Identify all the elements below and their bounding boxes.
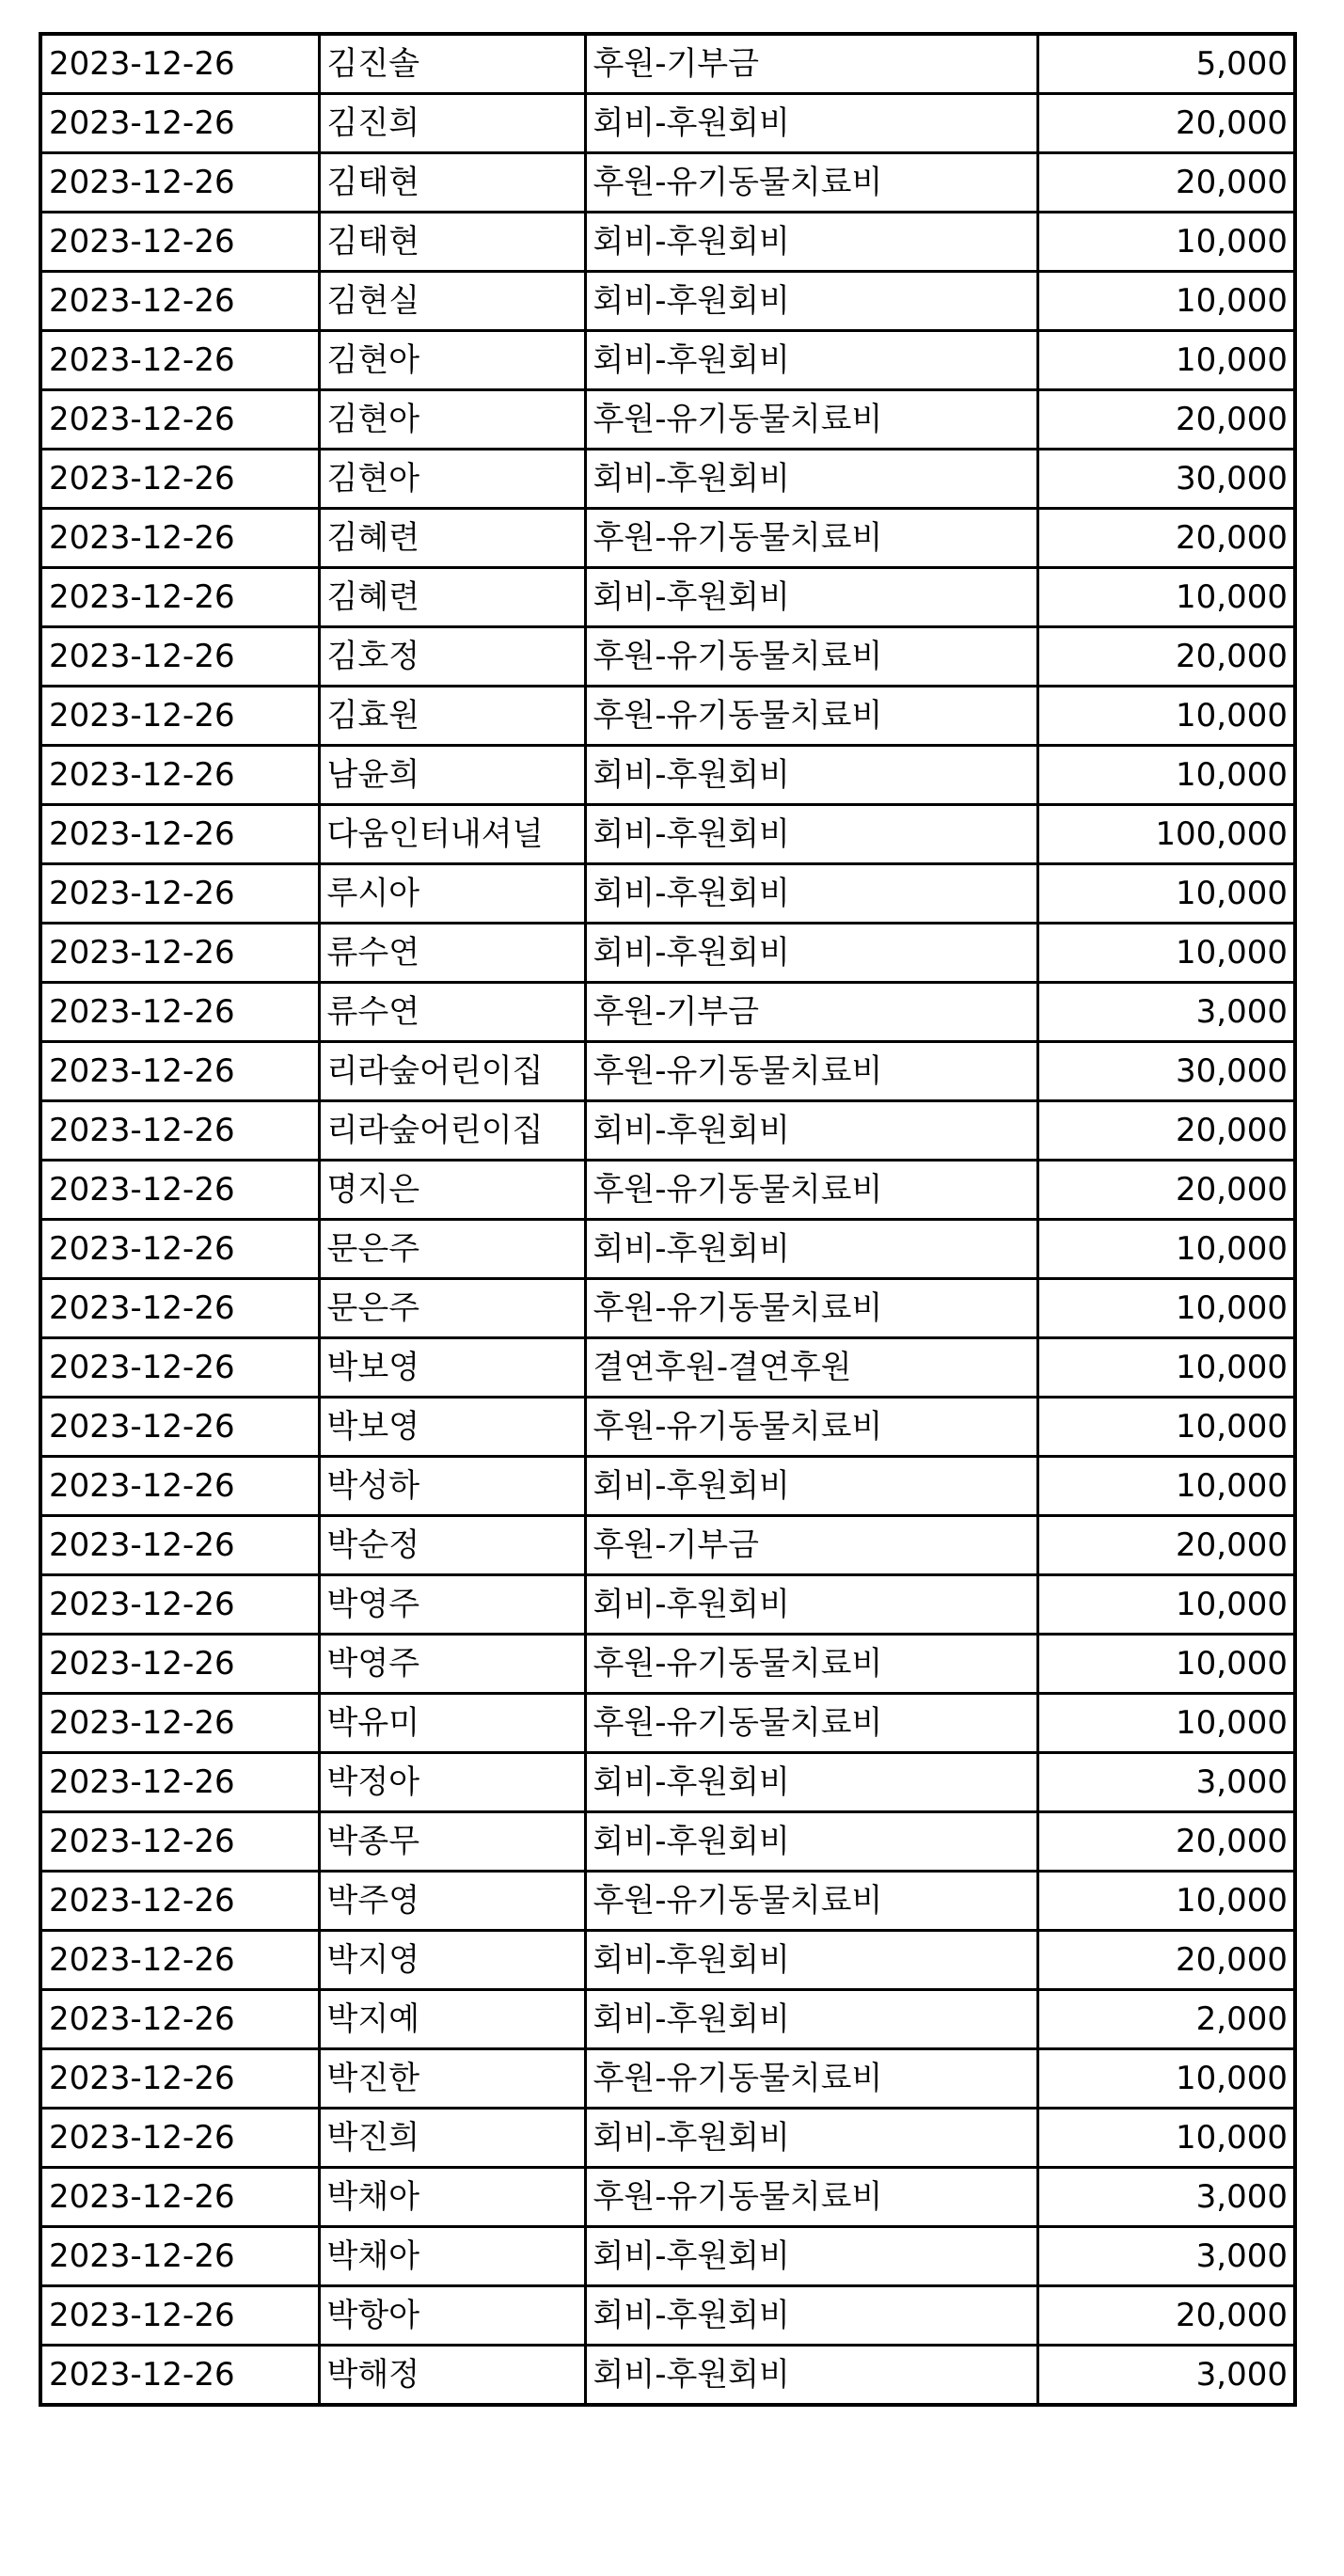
table-row: [40, 2286, 1295, 2346]
table-row: [40, 272, 1295, 331]
date-cell: 2023-12-26: [40, 924, 319, 983]
amount-cell: 20,000: [1037, 1931, 1295, 1990]
date-cell: 2023-12-26: [40, 1516, 319, 1575]
amount-cell: 10,000: [1037, 1398, 1295, 1457]
donor-name-cell: 김태현: [319, 153, 585, 213]
amount-cell: 3,000: [1037, 983, 1295, 1042]
table-row: [40, 983, 1295, 1042]
date-cell: 2023-12-26: [40, 509, 319, 568]
donor-name-cell: 박주영: [319, 1872, 585, 1931]
table-row: [40, 2109, 1295, 2168]
amount-cell: 3,000: [1037, 2346, 1295, 2406]
donor-name-cell: 박지영: [319, 1931, 585, 1990]
donor-name-cell: 김현아: [319, 390, 585, 450]
table-row: [40, 1812, 1295, 1872]
category-cell: 후원-유기동물치료비: [585, 1398, 1037, 1457]
amount-cell: 100,000: [1037, 805, 1295, 864]
amount-cell: 10,000: [1037, 1872, 1295, 1931]
donor-name-cell: 박채아: [319, 2168, 585, 2227]
category-cell: 후원-유기동물치료비: [585, 1279, 1037, 1338]
table-row: [40, 331, 1295, 390]
amount-cell: 20,000: [1037, 509, 1295, 568]
amount-cell: 10,000: [1037, 1575, 1295, 1635]
category-cell: 회비-후원회비: [585, 2286, 1037, 2346]
table-row: [40, 746, 1295, 805]
date-cell: 2023-12-26: [40, 1812, 319, 1872]
date-cell: 2023-12-26: [40, 1694, 319, 1753]
amount-cell: 10,000: [1037, 746, 1295, 805]
amount-cell: 10,000: [1037, 924, 1295, 983]
table-row: [40, 1101, 1295, 1161]
table-row: [40, 2049, 1295, 2109]
donor-name-cell: 박유미: [319, 1694, 585, 1753]
amount-cell: 10,000: [1037, 1635, 1295, 1694]
table-row: [40, 1279, 1295, 1338]
date-cell: 2023-12-26: [40, 1931, 319, 1990]
table-row: [40, 1990, 1295, 2049]
donor-name-cell: 박영주: [319, 1575, 585, 1635]
amount-cell: 10,000: [1037, 864, 1295, 924]
category-cell: 회비-후원회비: [585, 805, 1037, 864]
amount-cell: 3,000: [1037, 2168, 1295, 2227]
date-cell: 2023-12-26: [40, 1101, 319, 1161]
category-cell: 회비-후원회비: [585, 924, 1037, 983]
donor-name-cell: 김태현: [319, 213, 585, 272]
category-cell: 회비-후원회비: [585, 864, 1037, 924]
amount-cell: 20,000: [1037, 1101, 1295, 1161]
donor-name-cell: 리라숲어린이집: [319, 1101, 585, 1161]
date-cell: 2023-12-26: [40, 2346, 319, 2406]
amount-cell: 20,000: [1037, 1516, 1295, 1575]
donor-name-cell: 박순정: [319, 1516, 585, 1575]
table-row: [40, 2227, 1295, 2286]
category-cell: 회비-후원회비: [585, 1812, 1037, 1872]
category-cell: 회비-후원회비: [585, 2227, 1037, 2286]
table-row: [40, 1220, 1295, 1279]
amount-cell: 20,000: [1037, 390, 1295, 450]
category-cell: 회비-후원회비: [585, 568, 1037, 627]
table-row: [40, 1516, 1295, 1575]
date-cell: 2023-12-26: [40, 2168, 319, 2227]
date-cell: 2023-12-26: [40, 1042, 319, 1101]
date-cell: 2023-12-26: [40, 1635, 319, 1694]
amount-cell: 20,000: [1037, 153, 1295, 213]
table-row: [40, 864, 1295, 924]
date-cell: 2023-12-26: [40, 1872, 319, 1931]
category-cell: 후원-기부금: [585, 1516, 1037, 1575]
date-cell: 2023-12-26: [40, 627, 319, 687]
amount-cell: 5,000: [1037, 34, 1295, 94]
donor-name-cell: 문은주: [319, 1220, 585, 1279]
category-cell: 회비-후원회비: [585, 331, 1037, 390]
donor-name-cell: 김현아: [319, 450, 585, 509]
ledger-body: [40, 34, 1295, 2405]
date-cell: 2023-12-26: [40, 34, 319, 94]
date-cell: 2023-12-26: [40, 864, 319, 924]
table-row: [40, 1753, 1295, 1812]
donor-name-cell: 박항아: [319, 2286, 585, 2346]
amount-cell: 20,000: [1037, 627, 1295, 687]
amount-cell: 10,000: [1037, 1457, 1295, 1516]
donor-name-cell: 박보영: [319, 1338, 585, 1398]
amount-cell: 10,000: [1037, 1220, 1295, 1279]
table-row: [40, 1635, 1295, 1694]
category-cell: 회비-후원회비: [585, 94, 1037, 153]
category-cell: 후원-유기동물치료비: [585, 2168, 1037, 2227]
donor-name-cell: 박해정: [319, 2346, 585, 2406]
donor-name-cell: 박정아: [319, 1753, 585, 1812]
amount-cell: 20,000: [1037, 1161, 1295, 1220]
table-row: [40, 1931, 1295, 1990]
date-cell: 2023-12-26: [40, 153, 319, 213]
amount-cell: 10,000: [1037, 1338, 1295, 1398]
date-cell: 2023-12-26: [40, 568, 319, 627]
date-cell: 2023-12-26: [40, 272, 319, 331]
date-cell: 2023-12-26: [40, 1457, 319, 1516]
amount-cell: 10,000: [1037, 687, 1295, 746]
date-cell: 2023-12-26: [40, 983, 319, 1042]
table-row: [40, 568, 1295, 627]
category-cell: 후원-유기동물치료비: [585, 1694, 1037, 1753]
category-cell: 후원-유기동물치료비: [585, 390, 1037, 450]
category-cell: 회비-후원회비: [585, 746, 1037, 805]
category-cell: 결연후원-결연후원: [585, 1338, 1037, 1398]
table-row: [40, 153, 1295, 213]
date-cell: 2023-12-26: [40, 1398, 319, 1457]
category-cell: 회비-후원회비: [585, 1753, 1037, 1812]
table-row: [40, 2346, 1295, 2406]
date-cell: 2023-12-26: [40, 2109, 319, 2168]
amount-cell: 10,000: [1037, 213, 1295, 272]
donor-name-cell: 리라숲어린이집: [319, 1042, 585, 1101]
donor-name-cell: 박지예: [319, 1990, 585, 2049]
table-row: [40, 1694, 1295, 1753]
date-cell: 2023-12-26: [40, 1338, 319, 1398]
category-cell: 회비-후원회비: [585, 2346, 1037, 2406]
donor-name-cell: 김호정: [319, 627, 585, 687]
amount-cell: 10,000: [1037, 272, 1295, 331]
date-cell: 2023-12-26: [40, 1220, 319, 1279]
amount-cell: 10,000: [1037, 331, 1295, 390]
donor-name-cell: 박진한: [319, 2049, 585, 2109]
date-cell: 2023-12-26: [40, 2049, 319, 2109]
date-cell: 2023-12-26: [40, 2286, 319, 2346]
table-row: [40, 1161, 1295, 1220]
amount-cell: 20,000: [1037, 2286, 1295, 2346]
date-cell: 2023-12-26: [40, 94, 319, 153]
donor-name-cell: 박채아: [319, 2227, 585, 2286]
date-cell: 2023-12-26: [40, 1161, 319, 1220]
table-row: [40, 94, 1295, 153]
category-cell: 후원-기부금: [585, 983, 1037, 1042]
date-cell: 2023-12-26: [40, 805, 319, 864]
table-row: [40, 390, 1295, 450]
category-cell: 회비-후원회비: [585, 450, 1037, 509]
table-row: [40, 1338, 1295, 1398]
donation-ledger-table: [39, 32, 1297, 2407]
date-cell: 2023-12-26: [40, 746, 319, 805]
amount-cell: 10,000: [1037, 2049, 1295, 2109]
date-cell: 2023-12-26: [40, 450, 319, 509]
table-row: [40, 805, 1295, 864]
amount-cell: 30,000: [1037, 1042, 1295, 1101]
category-cell: 회비-후원회비: [585, 1990, 1037, 2049]
table-row: [40, 1872, 1295, 1931]
amount-cell: 30,000: [1037, 450, 1295, 509]
table-row: [40, 34, 1295, 94]
table-row: [40, 1398, 1295, 1457]
amount-cell: 10,000: [1037, 568, 1295, 627]
category-cell: 후원-유기동물치료비: [585, 1872, 1037, 1931]
date-cell: 2023-12-26: [40, 1753, 319, 1812]
amount-cell: 10,000: [1037, 1694, 1295, 1753]
date-cell: 2023-12-26: [40, 687, 319, 746]
date-cell: 2023-12-26: [40, 1279, 319, 1338]
table-row: [40, 1457, 1295, 1516]
category-cell: 회비-후원회비: [585, 1220, 1037, 1279]
table-row: [40, 924, 1295, 983]
donor-name-cell: 박성하: [319, 1457, 585, 1516]
table-row: [40, 450, 1295, 509]
date-cell: 2023-12-26: [40, 1575, 319, 1635]
category-cell: 후원-유기동물치료비: [585, 2049, 1037, 2109]
category-cell: 후원-유기동물치료비: [585, 1635, 1037, 1694]
donor-name-cell: 김진솔: [319, 34, 585, 94]
table-row: [40, 1575, 1295, 1635]
table-row: [40, 1042, 1295, 1101]
date-cell: 2023-12-26: [40, 213, 319, 272]
donor-name-cell: 박종무: [319, 1812, 585, 1872]
donor-name-cell: 명지은: [319, 1161, 585, 1220]
category-cell: 후원-유기동물치료비: [585, 1161, 1037, 1220]
category-cell: 후원-유기동물치료비: [585, 1042, 1037, 1101]
table-row: [40, 213, 1295, 272]
date-cell: 2023-12-26: [40, 2227, 319, 2286]
amount-cell: 10,000: [1037, 2109, 1295, 2168]
category-cell: 회비-후원회비: [585, 213, 1037, 272]
amount-cell: 20,000: [1037, 1812, 1295, 1872]
category-cell: 회비-후원회비: [585, 1931, 1037, 1990]
donor-name-cell: 박보영: [319, 1398, 585, 1457]
category-cell: 후원-기부금: [585, 34, 1037, 94]
date-cell: 2023-12-26: [40, 1990, 319, 2049]
category-cell: 회비-후원회비: [585, 1457, 1037, 1516]
donor-name-cell: 김혜련: [319, 568, 585, 627]
category-cell: 후원-유기동물치료비: [585, 153, 1037, 213]
donor-name-cell: 류수연: [319, 924, 585, 983]
amount-cell: 3,000: [1037, 2227, 1295, 2286]
category-cell: 회비-후원회비: [585, 272, 1037, 331]
donor-name-cell: 김혜련: [319, 509, 585, 568]
date-cell: 2023-12-26: [40, 331, 319, 390]
amount-cell: 20,000: [1037, 94, 1295, 153]
table-row: [40, 687, 1295, 746]
donor-name-cell: 박영주: [319, 1635, 585, 1694]
donor-name-cell: 김효원: [319, 687, 585, 746]
amount-cell: 2,000: [1037, 1990, 1295, 2049]
donor-name-cell: 김현실: [319, 272, 585, 331]
table-row: [40, 2168, 1295, 2227]
amount-cell: 3,000: [1037, 1753, 1295, 1812]
table-row: [40, 509, 1295, 568]
table-row: [40, 627, 1295, 687]
category-cell: 후원-유기동물치료비: [585, 509, 1037, 568]
category-cell: 회비-후원회비: [585, 2109, 1037, 2168]
date-cell: 2023-12-26: [40, 390, 319, 450]
category-cell: 후원-유기동물치료비: [585, 627, 1037, 687]
donor-name-cell: 남윤희: [319, 746, 585, 805]
donor-name-cell: 김현아: [319, 331, 585, 390]
amount-cell: 10,000: [1037, 1279, 1295, 1338]
category-cell: 후원-유기동물치료비: [585, 687, 1037, 746]
category-cell: 회비-후원회비: [585, 1575, 1037, 1635]
donor-name-cell: 루시아: [319, 864, 585, 924]
donor-name-cell: 류수연: [319, 983, 585, 1042]
donor-name-cell: 다움인터내셔널: [319, 805, 585, 864]
donor-name-cell: 박진희: [319, 2109, 585, 2168]
donor-name-cell: 문은주: [319, 1279, 585, 1338]
donor-name-cell: 김진희: [319, 94, 585, 153]
category-cell: 회비-후원회비: [585, 1101, 1037, 1161]
